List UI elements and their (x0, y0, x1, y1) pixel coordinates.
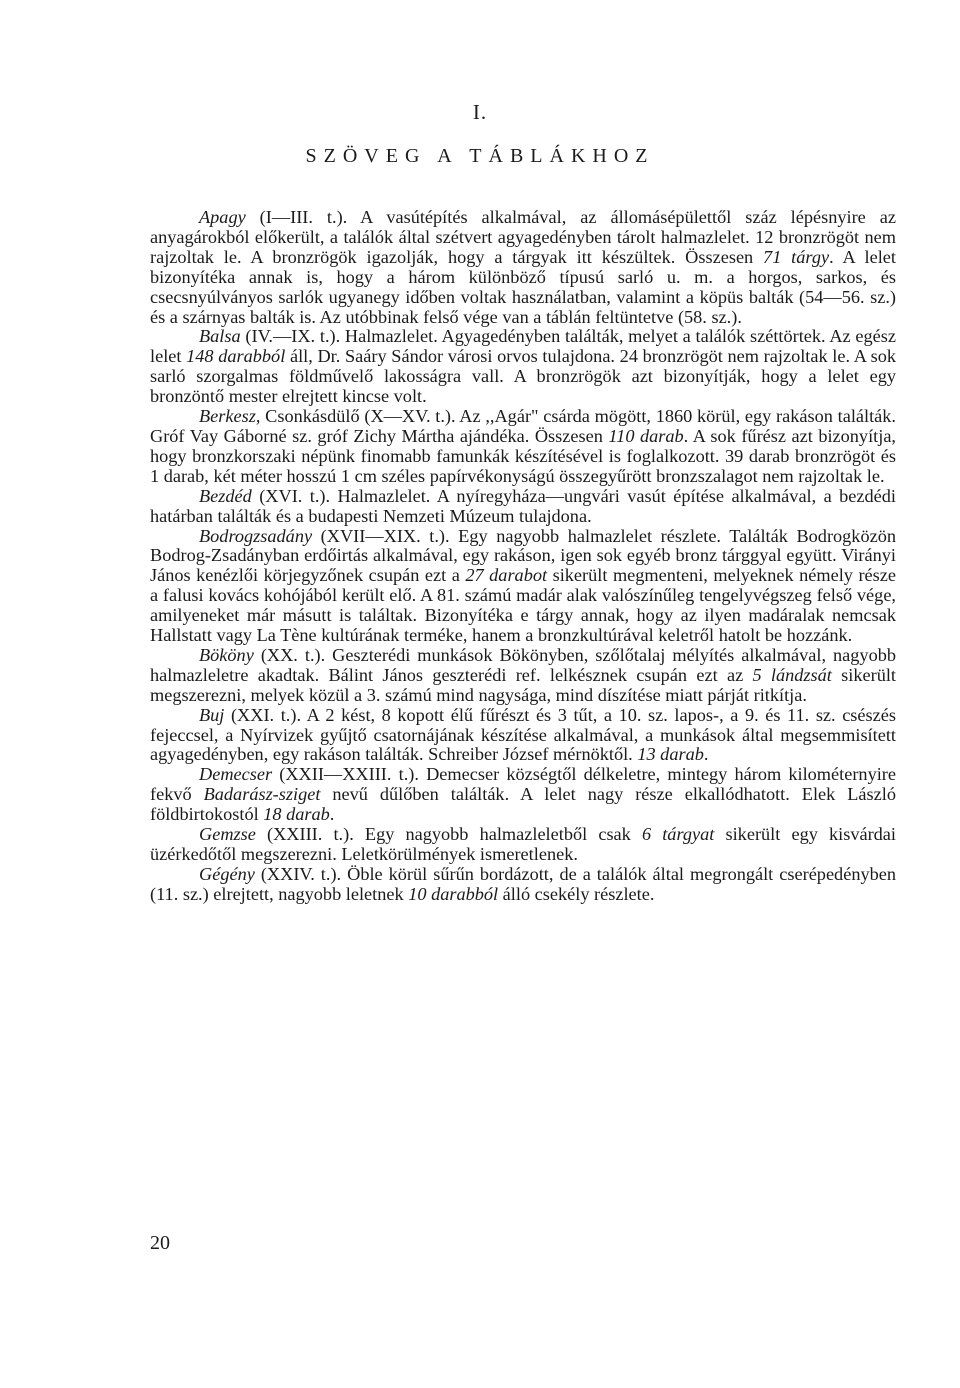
place-name: Demecser (199, 764, 273, 785)
page-number: 20 (150, 1232, 170, 1254)
place-name: Bodrogzsadány (199, 525, 313, 546)
place-name: Bököny (199, 644, 254, 665)
entry-bezded: Bezdéd (XVI. t.). Halmazlelet. A nyíregyháza—ungvári vasút építése alkalmával, a bezdédi határban találták és a budapesti Nemzeti Múzeum tulajdona. (150, 485, 896, 526)
entry-bokony: Bököny (XX. t.). Geszterédi munkások Bökönyben, szőlőtalaj mélyítés alkalmával, nagyobb halmazleletre akadtak. Bálint János geszterédi ref. lelkésznek csupán ezt az 5 lándzsát sikerült megszerezni, melyek közül a 3. számú mind nagysága, mind díszítése miatt párját ritkítja. (150, 644, 896, 705)
entry-balsa: Balsa (IV.—IX. t.). Halmazlelet. Agyagedényben találták, melyet a találók széttörtek. Az egész lelet 148 darabból áll, Dr. Saáry Sándor városi orvos tulajdona. 24 bronzrögöt nem rajzoltak le. A sok sarló szorgalmas földművelő lakosságra vall. A bronzrögök azt bizonyítják, hogy a lelet egy bronzöntő mester elrejtett kincse volt. (150, 326, 896, 407)
item-count: 18 darab (263, 804, 330, 825)
entry-gemzse: Gemzse (XXIII. t.). Egy nagyobb halmazleletből csak 6 tárgyat sikerült egy kisvárdai üzérkedőtől megszerezni. Leletkörülmények ismeretlenek. (150, 824, 897, 864)
item-count: 13 darab (637, 744, 704, 765)
item-count: 27 darabot (465, 565, 548, 586)
chapter-number: I. (472, 100, 488, 124)
place-name: Gemzse (199, 824, 256, 845)
item-count: 5 lándzsát (752, 664, 832, 685)
place-name: Berkesz (199, 406, 256, 427)
item-count: 110 darab (608, 425, 684, 446)
item-count: 148 darabból (186, 346, 286, 367)
entry-berkesz: Berkesz, Csonkásdülő (X—XV. t.). Az ,,Agár" csárda mögött, 1860 körül, egy rakáson találták. Gróf Vay Gáborné sz. gróf Zichy Mártha ajándéka. Összesen 110 darab. A sok fűrész azt bizonyítja, hogy bronzkorszaki népünk finomabb famunkák készítésével is foglalkozott. 39 darab bronzrögöt és 1 darab, két méter hosszú 1 cm széles papírvékonyságú összegyűrött bronzszalagot nem rajzoltak le. (150, 406, 896, 486)
item-count: 71 tárgy (763, 246, 830, 267)
place-name: Bezdéd (199, 485, 252, 506)
entry-demecser: Demecser (XXII—XXIII. t.). Demecser községtől délkeletre, mintegy három kilométernyire fekvő Badarász-sziget nevű dűlőben találták. A lelet nagy része elkallódhatott. Elek László földbirtokostól 18 darab. (150, 764, 896, 825)
place-name: Apagy (199, 207, 246, 227)
body-text (150, 208, 896, 905)
entry-bodrogzsadany: Bodrogzsadány (XVII—XIX. t.). Egy nagyobb halmazlelet részlete. Találták Bodrogközön Bodrog-Zsadányban erdőirtás alkalmával, egy rakáson, igen sok egyéb bronz tárggyal együtt. Virányi János kenézlői körjegyzőnek csupán ezt a 27 darabot sikerült megmenteni, melyeknek némely része a falusi kovács kohójából került elő. A 81. számú madár alak valószínűleg tengelyvégszeg felső vége, amilyeneket már másutt is találtak. Bizonyítéka e tárgy annak, hogy az ilyen madáralak nemcsak Hallstatt vagy La Tène kultúrának terméke, hanem a bronzkultúrával keletről hatolt be hozzánk. (150, 525, 896, 646)
entry-apagy: Apagy (I—III. t.). A vasútépítés alkalmával, az állomásépülettől száz lépésnyire az anyagárokból előkerült, a találók által szétvert agyagedényben tárolt halmazlelet. 12 bronzrögöt nem rajzoltak le. A bronzrögök igazolják, hogy a tárgyak itt készültek. Összesen 71 tárgy. A lelet bizonyítéka annak is, hogy a három különböző típusú sarló u. m. a horgos, sarkos, és csecsnyúlványos sarlók ugyanegy időben voltak használatban, valamint a köpüs balták (54—56. sz.) és a szárnyas balták is. Az utóbbinak felső vége van a táblán feltüntetve (58. sz.). (150, 207, 896, 327)
page-title: SZÖVEG A TÁBLÁKHOZ (305, 145, 655, 167)
item-count: 6 tárgyat (641, 824, 715, 845)
entry-buj: Buj (XXI. t.). A 2 kést, 8 kopott élű fűrészt és 3 tűt, a 10. sz. lapos-, a 9. és 11. sz. csészés fejeccsel, a Nyírvizek gyűjtő csatornájának készítése alkalmával, a munkások által megsemmisített agyagedényben, egy rakáson találták. Schreiber József mérnöktől. 13 darab. (150, 704, 896, 765)
place-name: Gégény (199, 863, 255, 884)
place-name: Buj (199, 704, 225, 725)
item-count: 10 darabból (408, 883, 499, 904)
place-name: Balsa (199, 326, 241, 347)
site-name: Badarász-sziget (203, 784, 321, 805)
entry-gegeny: Gégény (XXIV. t.). Öble körül sűrűn bordázott, de a találók által megrongált cserépedényben (11. sz.) elrejtett, nagyobb leletnek 10 darabból álló csekély részlete. (150, 863, 896, 904)
